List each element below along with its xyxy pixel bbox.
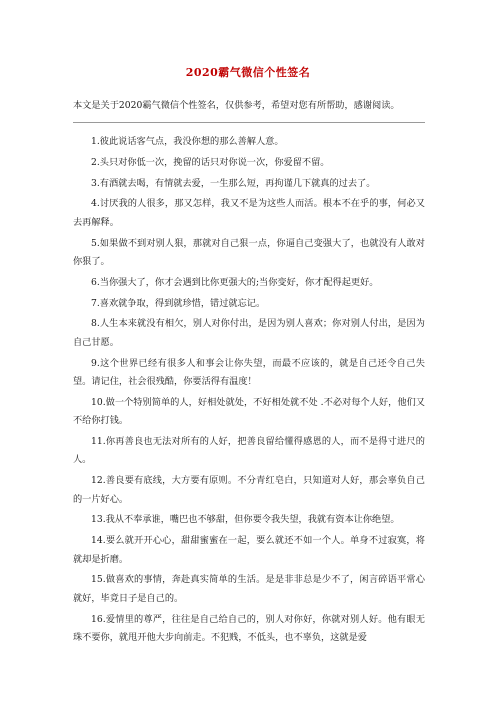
document-title: 2020霸气微信个性签名 bbox=[185, 66, 311, 79]
list-item: 10.做一个特别简单的人，好相处就处，不好相处就不处 .不必对每个人好，他们又不给你打钱。 bbox=[73, 396, 425, 427]
list-item: 13.我从不奉承谁，嘴巴也不够甜，但你要令我失望，我就有资本让你绝望。 bbox=[91, 514, 400, 526]
list-item: 16.爱情里的尊严，往往是自己给自己的，别人对你好，你就对别人好。他有眼无珠不要你，就甩开他大步向前走。不犯贱，不低头，也不辜负，这就是爱 bbox=[73, 613, 425, 644]
document-intro: 本文是关于2020霸气微信个性签名，仅供参考，希望对您有所帮助，感谢阅读。 bbox=[73, 100, 400, 111]
list-item: 1.彼此说话客气点，我没你想的那么善解人意。 bbox=[91, 136, 284, 147]
divider bbox=[73, 122, 425, 123]
list-item: 11.你再善良也无法对所有的人好，把善良留给懂得感恩的人，而不是得寸进尺的人。 bbox=[73, 436, 425, 466]
list-item: 5.如果做不到对别人狠，那就对自己狠一点，你逼自己变强大了，也就没有人敢对你狠了。 bbox=[73, 237, 425, 267]
signature-list bbox=[73, 133, 425, 650]
list-item: 9.这个世界已经有很多人和事会让你失望，而最不应该的，就是自己还令自己失望。请记住，社会很残酷，你要活得有温度！ bbox=[73, 357, 425, 387]
list-item: 7.喜欢就争取，得到就珍惜，错过就忘记。 bbox=[91, 297, 266, 309]
list-item: 3.有酒就去喝，有情就去爱，一生那么短，再拘谨几下就真的过去了。 bbox=[91, 177, 376, 189]
list-item: 15.做喜欢的事情，奔赴真实简单的生活。是是非非总是少不了，闲言碎语平常心就好，毕竟日子是自己的。 bbox=[73, 574, 425, 604]
list-item: 2.头只对你低一次，挽留的话只对你说一次，你爱留不留。 bbox=[91, 156, 330, 168]
list-item: 6.当你强大了，你才会遇到比你更强大的;当你变好，你才配得起更好。 bbox=[91, 276, 379, 288]
list-item: 12.善良要有底线，大方要有原则。不分青红皂白，只知道对人好，那会辜负自己的一片好心。 bbox=[73, 475, 425, 505]
list-item: 8.人生本来就没有相欠，别人对你付出，是因为别人喜欢；你对别人付出，是因为自己甘愿。 bbox=[73, 318, 425, 348]
list-item: 4.讨厌我的人很多，那又怎样，我又不是为这些人而活。根本不在乎的事，何必又去再解释。 bbox=[73, 198, 425, 228]
list-item: 14.要么就开开心心，甜甜蜜蜜在一起，要么就还不如一个人。单身不过寂寞，将就却是折磨。 bbox=[73, 535, 425, 565]
